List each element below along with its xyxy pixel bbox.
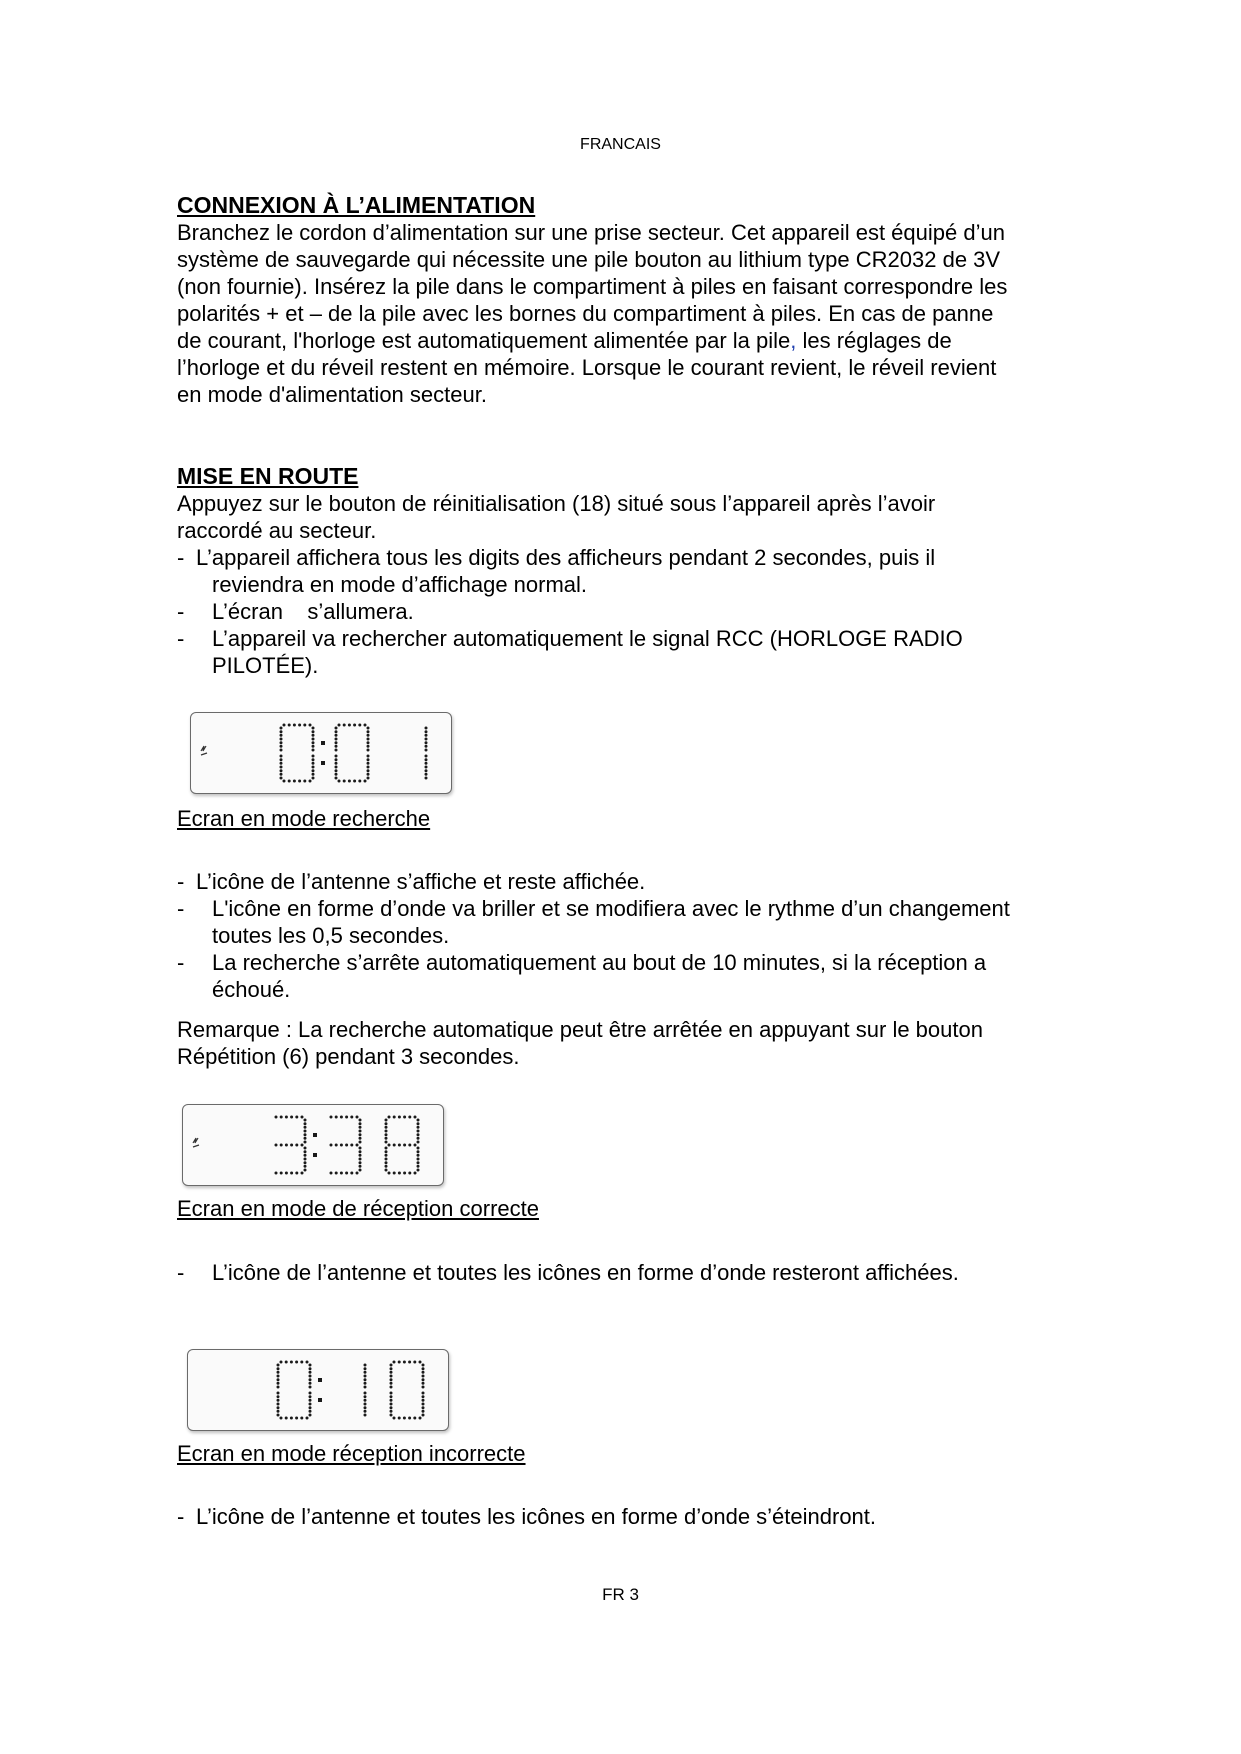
lcd-digit-0 [280, 724, 315, 783]
list-item [177, 625, 1077, 679]
section-connexion-body [177, 219, 1077, 408]
list-dash: - [177, 950, 185, 975]
para-line: polarités + et – de la pile avec les bornes du compartiment à piles. En cas de panne [177, 301, 994, 326]
para-line: Branchez le cordon d’alimentation sur une prise secteur. Cet appareil est équipé d’un [177, 220, 1005, 245]
para-line [177, 327, 1077, 354]
para-line: Répétition (6) pendant 3 secondes. [177, 1044, 520, 1069]
lcd-colon [321, 741, 325, 765]
para-line: Appuyez sur le bouton de réinitialisation (18) situé sous l’appareil après l’avoir [177, 491, 936, 516]
lcd-digit-0 [335, 724, 370, 783]
remark-text [177, 1016, 1077, 1070]
list-item-text: L’appareil affichera tous les digits des afficheurs pendant 2 secondes, puis il [196, 545, 936, 570]
list-dash: - [177, 545, 185, 570]
lcd-digit-0 [390, 1361, 425, 1420]
page-header: FRANCAIS [580, 136, 661, 153]
lcd-digits [188, 1350, 448, 1430]
list-item [177, 895, 1077, 949]
list-item [177, 1503, 1077, 1530]
list-item-text: échoué. [212, 977, 291, 1002]
list-dash: - [177, 599, 185, 624]
list-item-text: L’écran s’allumera. [212, 599, 414, 624]
para-line: l’horloge et du réveil restent en mémoire. Lorsque le courant revient, le réveil revient [177, 355, 997, 380]
list-dash: - [177, 1504, 185, 1529]
list-item-text: toutes les 0,5 secondes. [212, 923, 450, 948]
caption-reception-failed: Ecran en mode réception incorrecte [177, 1441, 526, 1466]
list-item-text: L’icône de l’antenne et toutes les icônes en forme d’onde s’éteindront. [196, 1504, 877, 1529]
list-item [177, 1259, 1077, 1286]
list-dash: - [177, 869, 185, 894]
lcd-colon [318, 1378, 322, 1402]
list-item-text: L’icône de l’antenne s’affiche et reste affichée. [196, 869, 646, 894]
para-line: en mode d'alimentation secteur. [177, 382, 487, 407]
para-line: (non fournie). Insérez la pile dans le compartiment à piles en faisant correspondre les [177, 274, 1008, 299]
list-item [177, 598, 1077, 625]
caption-reception-ok: Ecran en mode de réception correcte [177, 1196, 539, 1221]
antenna-icon [193, 1138, 199, 1147]
para-fragment: les réglages de [796, 328, 952, 353]
list-dash: - [177, 626, 185, 651]
lcd-digits [191, 713, 451, 793]
para-line: raccordé au secteur. [177, 518, 377, 543]
section-title-mise-en-route: MISE EN ROUTE [177, 463, 359, 489]
antenna-icon [201, 746, 207, 755]
lcd-digit-0 [277, 1361, 312, 1420]
list-item-text: reviendra en mode d’affichage normal. [212, 572, 588, 597]
lcd-digit-8 [385, 1116, 420, 1175]
lcd-display-reception-failed [187, 1349, 449, 1431]
list-dash: - [177, 896, 185, 921]
list-item-text: L’icône de l’antenne et toutes les icônes en forme d’onde resteront affichées. [212, 1260, 959, 1285]
list-item-text: PILOTÉE). [212, 653, 319, 678]
para-line: Remarque : La recherche automatique peut être arrêtée en appuyant sur le bouton [177, 1017, 983, 1042]
section-title-connexion: CONNEXION À L’ALIMENTATION [177, 192, 536, 218]
para-fragment: de courant, l'horloge est automatiquement alimentée par la pile [177, 328, 791, 353]
para-line: système de sauvegarde qui nécessite une pile bouton au lithium type CR2032 de 3V [177, 247, 1001, 272]
caption-searching: Ecran en mode recherche [177, 806, 431, 831]
blue-comma: , [790, 328, 797, 353]
list-item-text: L’appareil va rechercher automatiquement le signal RCC (HORLOGE RADIO [212, 626, 963, 651]
lcd-digit-1 [364, 1364, 367, 1417]
list-item [177, 868, 1077, 895]
lcd-digits [183, 1105, 443, 1185]
list-item-text: L'icône en forme d’onde va briller et se modifiera avec le rythme d’un changement [212, 896, 1010, 921]
lcd-digit-3 [330, 1116, 362, 1175]
lcd-digit-1 [425, 727, 428, 780]
lcd-display-reception-ok [182, 1104, 444, 1186]
section-mise-en-route-intro [177, 490, 1077, 544]
list-item [177, 949, 1077, 1003]
page-footer: FR 3 [602, 1585, 639, 1604]
lcd-colon [313, 1133, 317, 1157]
list-item-text: La recherche s’arrête automatiquement au bout de 10 minutes, si la réception a [212, 950, 987, 975]
list-item [177, 544, 1077, 598]
lcd-digit-3 [275, 1116, 307, 1175]
lcd-display-searching [190, 712, 452, 794]
list-dash: - [177, 1260, 185, 1285]
